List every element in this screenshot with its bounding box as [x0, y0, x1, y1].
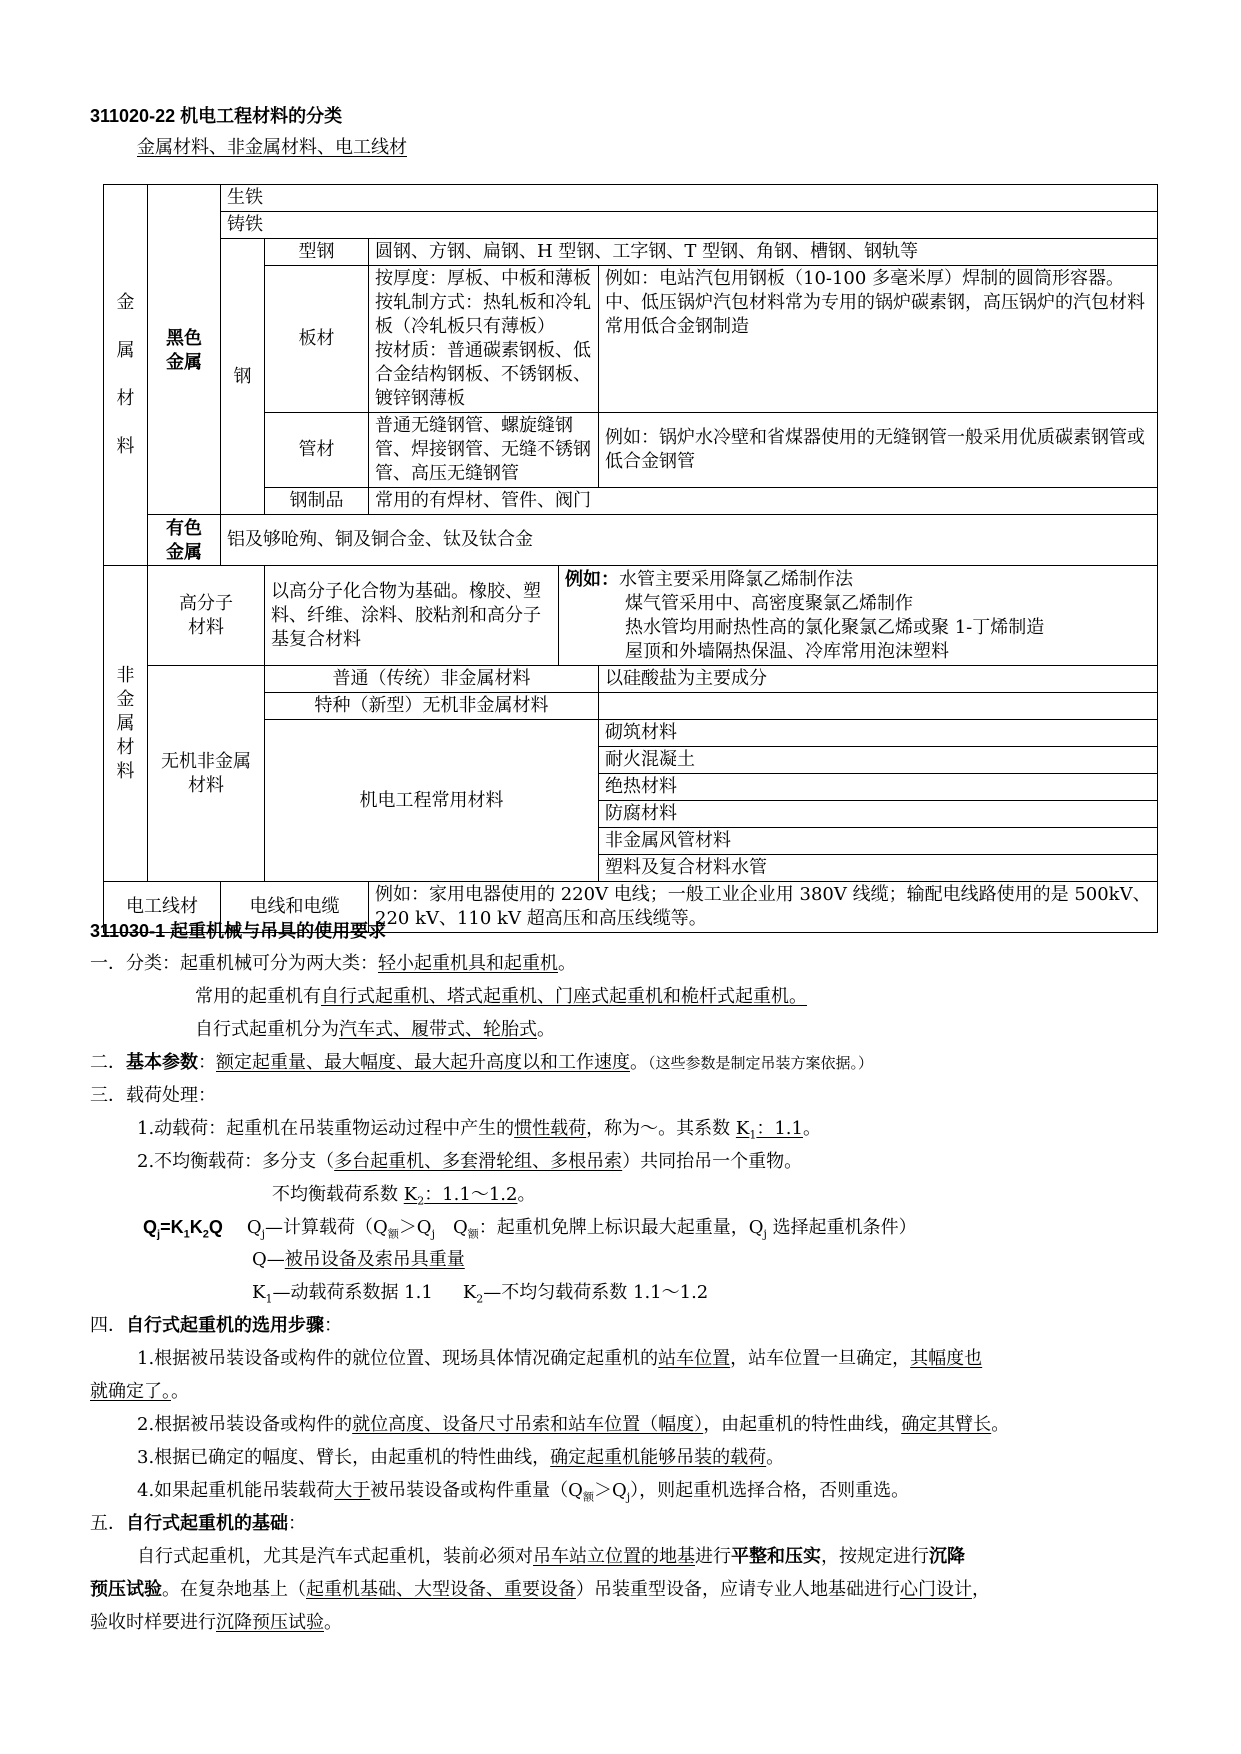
- plate-desc-line: 按轧制方式：热轧板和冷轧板（冷轧板只有薄板）: [375, 292, 591, 337]
- ferrous-label: 黑色金属: [148, 185, 221, 515]
- ordinary-inorganic: 普通（传统）非金属材料: [265, 666, 599, 693]
- special-inorganic-desc: [599, 693, 1158, 720]
- plate-label: 板材: [265, 266, 369, 413]
- pipe-desc: 普通无缝钢管、螺旋缝钢管、焊接钢管、无缝不锈钢管、高压无缝钢管: [369, 413, 599, 488]
- mobile-crane-types-line: 自行式起重机分为汽车式、履带式、轮胎式。: [195, 1019, 555, 1040]
- nonmetal-category: 非金属材料: [104, 566, 148, 882]
- polymer-example: [559, 566, 1158, 666]
- step-2-line: 2.根据被吊装设备或构件的就位高度、设备尺寸吊索和站车位置（幅度），由起重机的特性曲线，确定其臂长。: [137, 1414, 1010, 1435]
- foundation-line-3: 验收时样要进行沉降预压试验。: [90, 1612, 342, 1633]
- nonferrous-label: 有色金属: [148, 515, 221, 566]
- polymer-label: 高分子材料: [148, 566, 265, 666]
- load-handling-line: 三．载荷处理：: [90, 1085, 216, 1106]
- common-item: 耐火混凝土: [599, 747, 1158, 774]
- step-1-cont-line: 就确定了。。: [90, 1381, 189, 1402]
- unbalanced-load-line: 2.不均衡载荷：多分支（多台起重机、多套滑轮组、多根吊索）共同抬吊一个重物。: [137, 1151, 803, 1172]
- inorganic-label: 无机非金属材料: [148, 666, 265, 882]
- electrical-label: 电工线材: [104, 882, 221, 933]
- section1-subtitle: 金属材料、非金属材料、电工线材: [137, 137, 407, 158]
- cast-iron: 铸铁: [221, 212, 1158, 239]
- common-item: 非金属风管材料: [599, 828, 1158, 855]
- polymer-example-line: 热水管均用耐热性高的氯化聚氯乙烯或聚 1-丁烯制造: [625, 617, 1045, 638]
- polymer-desc: 以高分子化合物为基础。橡胶、塑料、纤维、涂料、胶粘剂和高分子基复合材料: [265, 566, 559, 666]
- plate-desc-line: 按厚度：厚板、中板和薄板: [375, 268, 591, 289]
- q-definition-line: Q—被吊设备及索吊具重量: [252, 1249, 465, 1270]
- foundation-heading: 五．自行式起重机的基础：: [90, 1513, 306, 1534]
- nonferrous-desc: 铝及够呛殉、铜及铜合金、钛及钛合金: [221, 515, 1158, 566]
- plate-example: [599, 266, 1158, 413]
- pipe-label: 管材: [265, 413, 369, 488]
- plate-desc-line: 按材质：普通碳素钢板、低合金结构钢板、不锈钢板、镀锌钢薄板: [375, 340, 591, 409]
- pig-iron: 生铁: [221, 185, 1158, 212]
- k-definitions-line: $K_1—$动载荷系数据 1.1 $K_2—$不均匀载荷系数 1.1～1.2: [252, 1282, 709, 1306]
- step-3-line: 3.根据已确定的幅度、臂长，由起重机的特性曲线，确定起重机能够吊装的载荷。: [137, 1447, 785, 1468]
- foundation-line-1: 自行式起重机，尤其是汽车式起重机，装前必须对吊车站立位置的地基进行平整和压实，按规定进行沉降: [137, 1546, 965, 1567]
- steel-products-desc: 常用的有焊材、管件、阀门: [369, 488, 1158, 515]
- steel-products-label: 钢制品: [265, 488, 369, 515]
- formula-line: $Q_j=K_1K_2Q$ $Q_j—$计算载荷（$Q_额>Q_j$ $Q_额$：起重机免牌上标识最大起重量，$Q_j$ 选择起重机条件）: [143, 1217, 917, 1241]
- polymer-example-line: 煤气管采用中、高密度聚氯乙烯制作: [625, 593, 913, 614]
- common-item: 砌筑材料: [599, 720, 1158, 747]
- polymer-example-line: 水管主要采用降氯乙烯制作法: [619, 569, 853, 590]
- steel-label: 钢: [221, 239, 265, 515]
- step-4-line: 4.如果起重机能吊装载荷大于被吊装设备或构件重量$(Q_额>Q_j)$，则起重机选择合格，否则重选。: [137, 1480, 910, 1504]
- common-item: 塑料及复合材料水管: [599, 855, 1158, 882]
- plate-desc: [369, 266, 599, 413]
- section1-heading: 311020-22 机电工程材料的分类: [90, 106, 343, 126]
- common-materials: 机电工程常用材料: [265, 720, 599, 882]
- pipe-example: 例如：锅炉水冷壁和省煤器使用的无缝钢管一般采用优质碳素钢管或低合金钢管: [599, 413, 1158, 488]
- plate-example-line: 例如：电站汽包用钢板（10-100 多毫米厚）焊制的圆筒形容器。: [605, 268, 1125, 289]
- polymer-example-line: 屋顶和外墙隔热保温、冷库常用泡沫塑料: [625, 641, 949, 662]
- plate-example-line: 中、低压锅炉汽包材料常为专用的锅炉碳素钢，高压锅炉的汽包材料常用低合金钢制造: [605, 292, 1145, 337]
- common-cranes-line: 常用的起重机有自行式起重机、塔式起重机、门座式起重机和桅杆式起重机。: [195, 986, 807, 1007]
- wire-desc: 例如：家用电器使用的 220V 电线；一般工业企业用 380V 线缆；输配电线路使用的是 500kV、220 kV、110 kV 超高压和高压线缆等。: [369, 882, 1158, 933]
- metal-category: 金属材料: [104, 185, 148, 566]
- basic-params-line: 二．基本参数：额定起重量、最大幅度、最大起升高度以和工作速度。（这些参数是制定吊装方案依据。）: [90, 1052, 874, 1073]
- section2-heading: 311030-1 起重机械与吊具的使用要求: [90, 921, 387, 941]
- materials-table: [103, 184, 1158, 933]
- ordinary-inorganic-desc: 以硅酸盐为主要成分: [599, 666, 1158, 693]
- section-steel-label: 型钢: [265, 239, 369, 266]
- wire-cable-label: 电线和电缆: [221, 882, 369, 933]
- section-steel-desc: 圆钢、方钢、扁钢、H 型钢、工字钢、T 型钢、角钢、槽钢、钢轨等: [369, 239, 1158, 266]
- common-item: 绝热材料: [599, 774, 1158, 801]
- unbalanced-coefficient-line: 不均衡载荷系数 $K_2$：1.1～1.2。: [272, 1184, 536, 1208]
- step-1-line: 1.根据被吊装设备或构件的就位位置、现场具体情况确定起重机的站车位置，站车位置一旦确定，其幅度也: [137, 1348, 983, 1369]
- dynamic-load-line: 1.动载荷：起重机在吊装重物运动过程中产生的惯性载荷，称为～。其系数 $K_1$：1.1。: [137, 1118, 821, 1142]
- foundation-line-2: 预压试验。在复杂地基上（起重机基础、大型设备、重要设备）吊装重型设备，应请专业人地基础进行心门设计，: [90, 1579, 990, 1600]
- example-label: 例如：: [565, 569, 619, 589]
- classification-line: 一．分类：起重机械可分为两大类：轻小起重机具和起重机。: [90, 953, 576, 974]
- common-item: 防腐材料: [599, 801, 1158, 828]
- special-inorganic: 特种（新型）无机非金属材料: [265, 693, 599, 720]
- selection-steps-heading: 四．自行式起重机的选用步骤：: [90, 1315, 342, 1336]
